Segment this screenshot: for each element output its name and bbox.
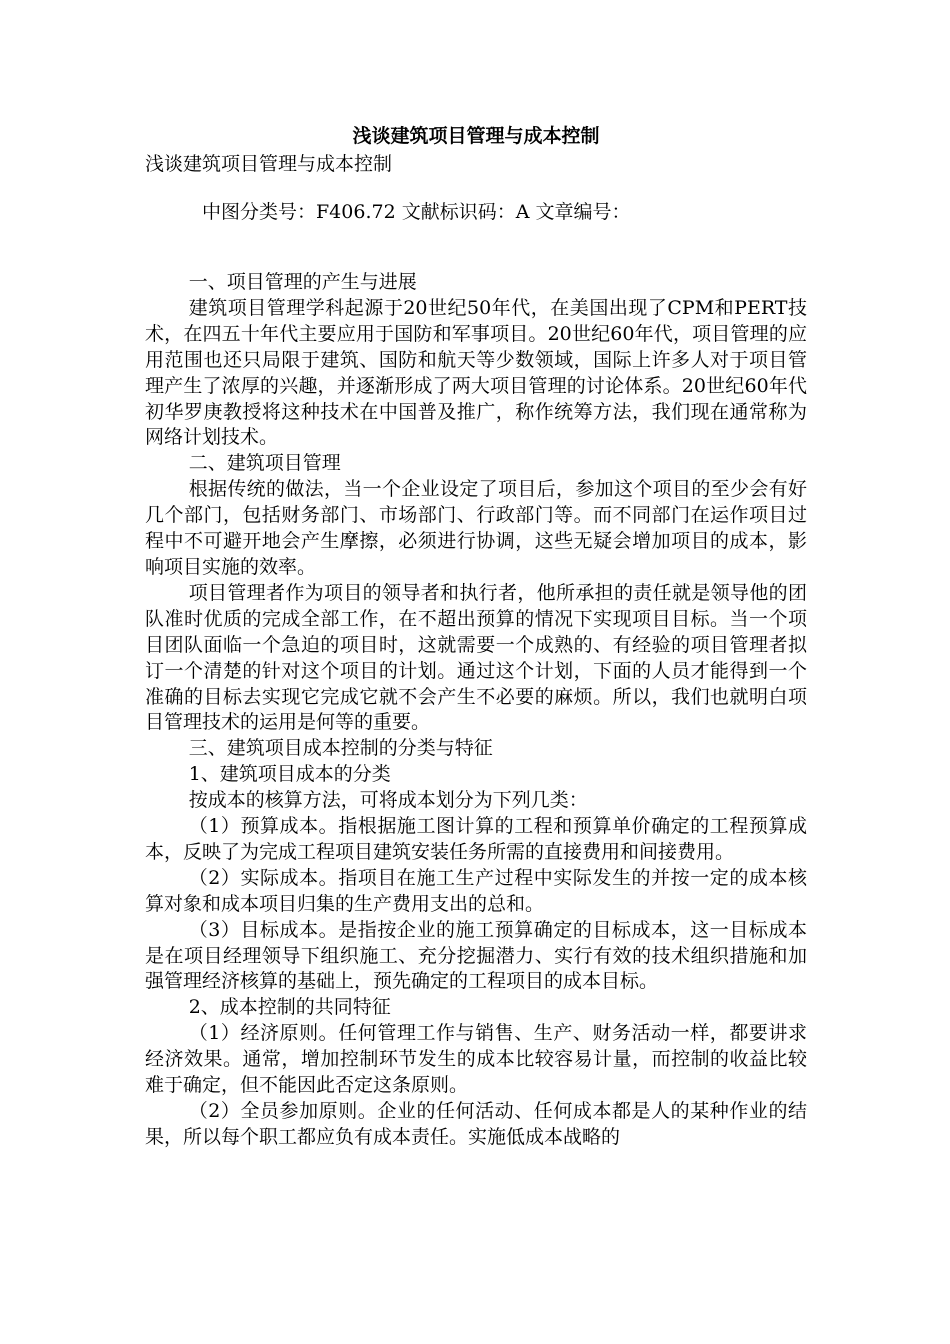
classification-line: 中图分类号：F406.72 文献标识码：A 文章编号：: [202, 201, 631, 223]
document-title: 浅谈建筑项目管理与成本控制: [352, 125, 600, 147]
list-item: （1）预算成本。指根据施工图计算的工程和预算单价确定的工程预算成本，反映了为完成工程项目建筑安装任务所需的直接费用和间接费用。: [145, 815, 807, 863]
list-item: （2）实际成本。指项目在施工生产过程中实际发生的并按一定的成本核算对象和成本项目归集的生产费用支出的总和。: [145, 866, 807, 915]
paragraph: 项目管理者作为项目的领导者和执行者，他所承担的责任就是领导他的团队准时优质的完成全部工作，在不超出预算的情况下实现项目目标。当一个项目团队面临一个急迫的项目时，这就需要一个成熟的、有经验的项目管理者拟订一个清楚的针对这个项目的计划。通过这个计划，下面的人员才能得到一个准确的目标去实现它完成它就不会产生不必要的麻烦。所以，我们也就明白项目管理技术的运用是何等的重要。: [145, 581, 807, 734]
paragraph: 根据传统的做法，当一个企业设定了项目后，参加这个项目的至少会有好几个部门，包括财务部门、市场部门、行政部门等。而不同部门在运作项目过程中不可避开地会产生摩擦，必须进行协调，这些无疑会增加项目的成本，影响项目实施的效率。: [145, 478, 807, 578]
subsection-heading: 2、成本控制的共同特征: [188, 996, 391, 1019]
document-page: [145, 122, 807, 1151]
list-item: （3）目标成本。是指按企业的施工预算确定的目标成本，这一目标成本是在项目经理领导下组织施工、充分挖掘潜力、实行有效的技术组织措施和加强管理经济核算的基础上，预先确定的工程项目的成本目标。: [145, 918, 807, 993]
document-subtitle: 浅谈建筑项目管理与成本控制: [145, 153, 393, 175]
section-heading: 一、项目管理的产生与进展: [188, 271, 417, 293]
list-item: （2）全员参加原则。企业的任何活动、任何成本都是人的某种作业的结果，所以每个职工都应负有成本责任。实施低成本战略的: [145, 1100, 807, 1148]
paragraph: 建筑项目管理学科起源于20世纪50年代，在美国出现了CPM和PERT技术，在四五十年代主要应用于国防和军事项目。20世纪60年代，项目管理的应用范围也还只局限于建筑、国防和航天等少数领域，国际上许多人对于项目管理产生了浓厚的兴趣，并逐渐形成了两大项目管理的讨论体系。20世纪60年代初华罗庚教授将这种技术在中国普及推广，称作统筹方法，我们现在通常称为网络计划技术。: [145, 296, 807, 449]
section-heading: 三、建筑项目成本控制的分类与特征: [188, 737, 493, 760]
article-body: [145, 270, 807, 1151]
section-heading: 二、建筑项目管理: [188, 452, 341, 475]
paragraph: 按成本的核算方法，可将成本划分为下列几类：: [188, 789, 588, 812]
list-item: （1）经济原则。任何管理工作与销售、生产、财务活动一样，都要讲求经济效果。通常，增加控制环节发生的成本比较容易计量，而控制的收益比较难于确定，但不能因此否定这条原则。: [145, 1022, 807, 1097]
subsection-heading: 1、建筑项目成本的分类: [188, 763, 391, 786]
